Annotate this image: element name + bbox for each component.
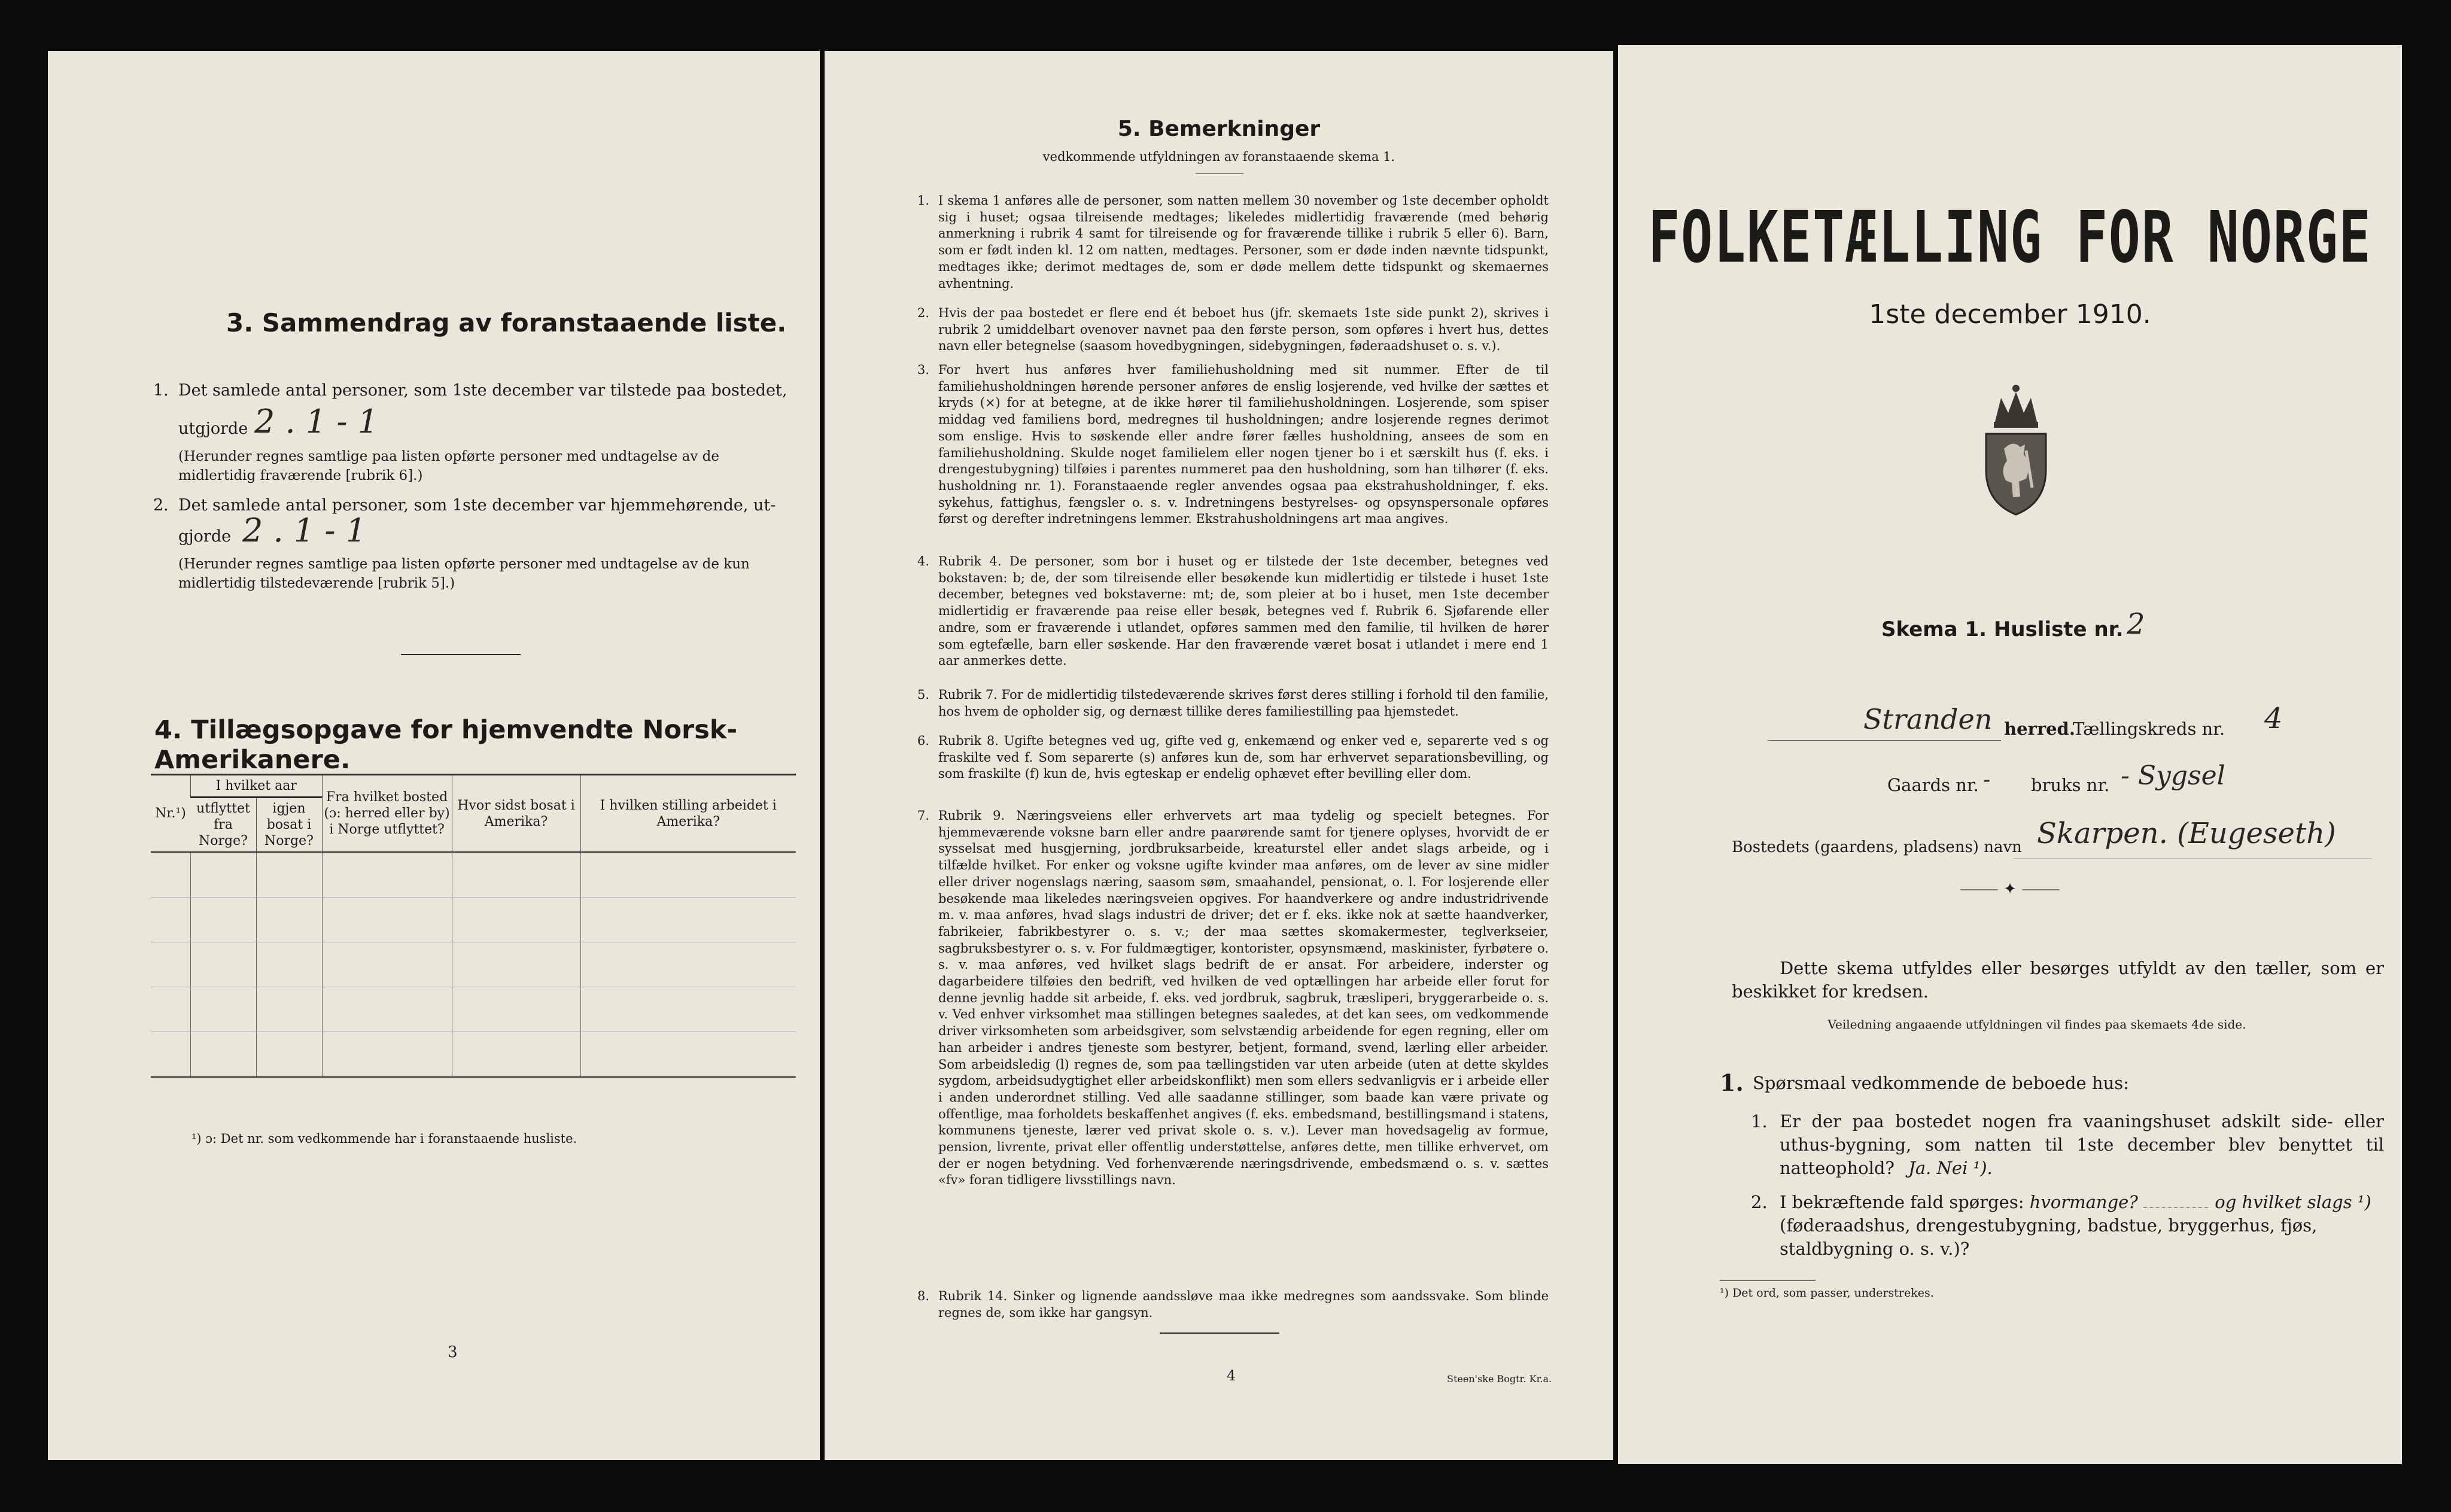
herred-label: herred. xyxy=(2004,719,2075,739)
bosted-label: Bostedets (gaardens, pladsens) navn xyxy=(1732,838,2022,856)
item1-text: Det samlede antal personer, som 1ste december var tilstede paa bostedet, xyxy=(178,381,787,400)
item2-text: Det samlede antal personer, som 1ste december var hjemmehørende, ut- xyxy=(178,496,776,515)
table-row xyxy=(151,852,796,898)
gaards-label: Gaards nr. xyxy=(1887,775,1979,795)
question-heading-number: 1. xyxy=(1720,1069,1744,1096)
table-row xyxy=(151,1032,796,1078)
question-heading: Spørsmaal vedkommende de beboede hus: xyxy=(1753,1073,2129,1093)
item1-handwritten-value: 2 . 1 - 1 xyxy=(254,403,379,440)
bruks-label: bruks nr. xyxy=(2031,775,2110,795)
remark-number: 2. xyxy=(917,306,930,320)
divider xyxy=(1160,1332,1279,1334)
footnote-divider xyxy=(1720,1280,1816,1281)
census-title-wrap xyxy=(1618,195,2402,279)
q2-kind: og hvilket slags ¹) xyxy=(2215,1192,2371,1212)
q1-answer-options: Ja. Nei ¹). xyxy=(1908,1158,1993,1178)
remark-5 xyxy=(917,687,1549,720)
remark-2 xyxy=(917,305,1549,355)
table-row xyxy=(151,942,796,987)
printer-credit: Steen'ske Bogtr. Kr.a. xyxy=(1447,1373,1552,1385)
page-left xyxy=(48,51,820,1460)
remark-number: 8. xyxy=(917,1289,930,1303)
col-last-america: Hvor sidst bosat i Amerika? xyxy=(452,775,580,853)
table-row xyxy=(151,987,796,1032)
table-footnote: ¹) ɔ: Det nr. som vedkommende har i foranstaaende husliste. xyxy=(191,1131,577,1146)
item1-note: (Herunder regnes samtlige paa listen opførte personer med undtagelse av de midlertidig fraværende [rubrik 6].) xyxy=(178,449,719,483)
gaards-value: - xyxy=(1983,768,1991,792)
census-title: FOLKETÆLLING FOR NORGE xyxy=(1648,195,2372,279)
herred-value: Stranden xyxy=(1863,703,1993,735)
remarks-subtitle: vedkommende utfyldningen av foranstaaende skema 1. xyxy=(1042,150,1395,164)
q2-prefix: I bekræftende fald spørges: xyxy=(1780,1192,2024,1212)
q1-number: 1. xyxy=(1751,1111,1768,1131)
col-position-america: I hvilken stilling arbeidet i Amerika? xyxy=(580,775,796,853)
q2-examples: (føderaadshus, drengestubygning, badstue, bryggerhus, fjøs, staldbygning o. s. v.)? xyxy=(1780,1215,2318,1259)
remark-4 xyxy=(917,553,1549,670)
divider xyxy=(401,654,521,655)
page-middle xyxy=(825,51,1613,1460)
intro-text: Dette skema utfyldes eller besørges utfyldt av den tæller, som er beskikket for kredsen. xyxy=(1732,958,2384,1002)
bosted-value: Skarpen. (Eugeseth) xyxy=(2037,817,2336,850)
remark-6 xyxy=(917,733,1549,783)
remarks-title: 5. Bemerkninger xyxy=(1117,117,1321,141)
remark-text: Rubrik 4. De personer, som bor i huset og er tilstede der 1ste december, betegnes ved bokstaven: b; de, der som tilreisende eller besøkende kun midlertidig er tilstede i huset 1ste december, betegnes ved bokstaverne: mt; de, som pleier at bo i huset, men 1ste december midlertidig er fraværende paa reise eller besøk, betegnes ved f. Rubrik 6. Sjøfarende eller andre, som er fraværende i utlandet, opføres sammen med den familie, til hvilken de hører som egtefælle, barn eller søskende. Har den fraværende været bosat i utlandet i mere end 1 aar anmerkes dette. xyxy=(938,554,1549,668)
item2-note: (Herunder regnes samtlige paa listen opførte personer med undtagelse av de kun midlertidig tilstedeværende [rubrik 5].) xyxy=(178,556,750,591)
table-row xyxy=(151,898,796,942)
footnote: ¹) Det ord, som passer, understrekes. xyxy=(1720,1286,1934,1300)
kreds-label: Tællingskreds nr. xyxy=(2073,719,2225,739)
remark-text: Rubrik 9. Næringsveiens eller erhvervets art maa tydelig og specielt betegnes. For hjemmeværende voksne barn eller andre paarørende samt for tjenere oplyses, hvorvidt de er sysselsat med husgjerning, jordbruksarbeide, kreaturstel eller andet slags arbeide, og i tilfælde hvilket. For enker og voksne ugifte kvinder maa anføres, om de lever av sine midler eller driver nogenslags næring, saasom søm, smaahandel, pensionat, o. l. For losjerende eller besøkende maa likeledes næringsveien opgives. For haandverkere og andre industridrivende m. v. maa anføres, hvad slags industri de driver; det er f. eks. ikke nok at sætte haandverker, fabrikeier, fabrikbestyrer o. s. v.; der maa sættes skomakermester, teglverkseier, sagbruksbestyrer o. s. v. For fuldmægtiger, kontorister, opsynsmænd, maskinister, fyrbøtere o. s. v. maa anføres, ved hvilket slags bedrift de er ansat. For arbeidere, inderster og dagarbeidere tilføies den bedrift, ved hvilken de ved optællingen har arbeide eller forut for denne jevnlig hadde sit arbeide, f. eks. ved jordbruk, sagbruk, træsliperi, bryggerarbeide o. s. v. Ved enhver virksomhet maa stillingen betegnes saaledes, at det kan sees, om vedkommende driver virksomheten som arbeidsgiver, som selvstændig arbeidende for egen regning, eller om han arbeider i andres tjeneste som bestyrer, betjent, formand, svend, lærling eller arbeider. Som arbeidsledig (l) regnes de, som paa tællingstiden var uten arbeide (uten at dette skyldes sygdom, arbeidsudygtighet eller arbeidskonflikt) men som ellers sedvanligvis er i arbeide eller i anden underordnet stilling. Ved alle saadanne stillinger, som baade kan være private og offentlige, maa forholdets beskaffenhet angives (f. eks. embedsmand, bestillingsmand i statens, kommunens tjeneste, lærer ved privat skole o. s. v.). Lever man hovedsagelig av formue, pension, livrente, privat eller offentlig understøttelse, anføres dette, men tillike erhvervet, om der er nogen betydning. Ved forhenværende næringsdrivende, embedsmænd o. s. v. sættes «fv» foran tidligere livsstillings navn. xyxy=(938,808,1549,1188)
page-number-middle: 4 xyxy=(1227,1367,1236,1384)
remark-7 xyxy=(917,808,1549,1189)
remark-number: 6. xyxy=(917,734,930,748)
q1-question: Er der paa bostedet nogen fra vaaningshuset adskilt side- eller uthus-bygning, som natten til 1ste december blev benyttet til natteophold? xyxy=(1780,1111,2384,1178)
item1-number: 1. xyxy=(153,381,169,400)
ornament-icon: ⸻ ✦ ⸻ xyxy=(1959,880,2061,898)
norway-coat-of-arms-icon xyxy=(1977,380,2055,518)
norsk-amerikanere-table xyxy=(151,774,796,1078)
page-number-left: 3 xyxy=(448,1343,458,1361)
q2-text xyxy=(1780,1191,2384,1261)
bruks-value: - Sygsel xyxy=(2121,760,2225,791)
veiledning-text: Veiledning angaaende utfyldningen vil findes paa skemaets 4de side. xyxy=(1827,1017,2246,1032)
remark-3 xyxy=(917,362,1549,528)
skema-label: Skema 1. Husliste nr. xyxy=(1881,617,2124,641)
remark-number: 3. xyxy=(917,363,930,377)
col-from-where: Fra hvilket bosted (ɔ: herred eller by) i Norge utflyttet? xyxy=(322,775,452,853)
section-3-title: 3. Sammendrag av foranstaaende liste. xyxy=(226,308,787,337)
remark-text: Rubrik 8. Ugifte betegnes ved ug, gifte ved g, enkemænd og enker ved e, separerte ved s og fraskilte ved f. Som separerte (s) anføres kun de, som har erhvervet separationsbevilling, og som fraskilte (f) kun de, hvis egteskap er endelig ophævet efter bevilling eller dom. xyxy=(938,734,1549,781)
remark-number: 4. xyxy=(917,554,930,568)
q2-number: 2. xyxy=(1751,1192,1768,1212)
item1-label: utgjorde xyxy=(178,419,248,438)
remark-text: For hvert hus anføres hver familiehusholdning med sit nummer. Efter de til familiehusholdningen hørende personer anføres de enslig losjerende, ved hvilke der sættes et kryds (×) for at betegne, at de ikke hører til familiehusholdningen. Losjerende, som spiser middag ved familiens bord, medregnes til husholdningen; andre losjerende regnes derimot som enslige. Hvis to søskende eller andre fører fælles husholdning, ansees de som en familiehusholdning. Skulde noget familielem eller nogen tjener bo i et særskilt hus (f. eks. i drengestubygning) tilføies i parentes nummeret paa den husholdning, som han tilhører (f. eks. husholdning nr. 1). Foranstaaende regler anvendes ogsaa paa ekstrahusholdninger, f. eks. sykehus, fattighus, fængsler o. s. v. Indretningens bestyrelses- og opsynspersonale opføres først og derefter indretningens lemmer. Ekstrahusholdningens art maa angives. xyxy=(938,363,1549,527)
remark-number: 1. xyxy=(917,193,930,208)
kreds-value: 4 xyxy=(2264,702,2283,735)
remark-text: Hvis der paa bostedet er flere end ét beboet hus (jfr. skemaets 1ste side punkt 2), skrives i rubrik 2 umiddelbart ovenover navnet paa den første person, som opføres i hvert hus, dettes navn eller betegnelse (saasom hovedbygningen, sidebygningen, føderaadshuset o. s. v.). xyxy=(938,306,1549,354)
remark-text: I skema 1 anføres alle de personer, som natten mellem 30 november og 1ste december opholdt sig i huset; ogsaa tilreisende medtages; likeledes midlertidig fraværende (med behørig anmerkning i rubrik 4 samt for tilreisende og for fraværende tillike i rubrik 5 eller 6). Barn, som er født inden kl. 12 om natten, medtages. Personer, som er døde inden nævnte tidspunkt, medtages ikke; derimot medtages de, som er døde mellem dette tidspunkt og skemaernes avhentning. xyxy=(938,193,1549,291)
husliste-nr-value: 2 xyxy=(2127,607,2145,641)
col-returned: igjen bosat i Norge? xyxy=(256,798,322,853)
remark-number: 5. xyxy=(917,687,930,702)
item2-label: gjorde xyxy=(178,527,232,546)
census-date: 1ste december 1910. xyxy=(1869,299,2151,330)
remark-text: Rubrik 14. Sinker og lignende aandssløve maa ikke medregnes som aandssvake. Som blinde regnes de, som ikke har gangsyn. xyxy=(938,1289,1549,1320)
herred-line xyxy=(1768,740,2001,741)
col-emigrated: utflyttet fra Norge? xyxy=(191,798,257,853)
section-4-title: 4. Tillægsopgave for hjemvendte Norsk-Amerikanere. xyxy=(154,715,738,775)
col-group-year: I hvilket aar xyxy=(191,775,323,798)
q2-howmany: hvormange? xyxy=(2029,1192,2138,1212)
page-right xyxy=(1618,45,2402,1464)
remark-number: 7. xyxy=(917,808,930,823)
item2-number: 2. xyxy=(153,496,169,515)
item2-handwritten-value: 2 . 1 - 1 xyxy=(242,512,367,549)
remark-8 xyxy=(917,1288,1549,1321)
col-nr: Nr.¹) xyxy=(151,775,191,853)
remark-1 xyxy=(917,193,1549,292)
remark-text: Rubrik 7. For de midlertidig tilstedeværende skrives først deres stilling i forhold til den familie, hos hvem de opholder sig, og dernæst tillike deres familiestilling paa hjemstedet. xyxy=(938,687,1549,719)
q1-text xyxy=(1780,1110,2384,1180)
